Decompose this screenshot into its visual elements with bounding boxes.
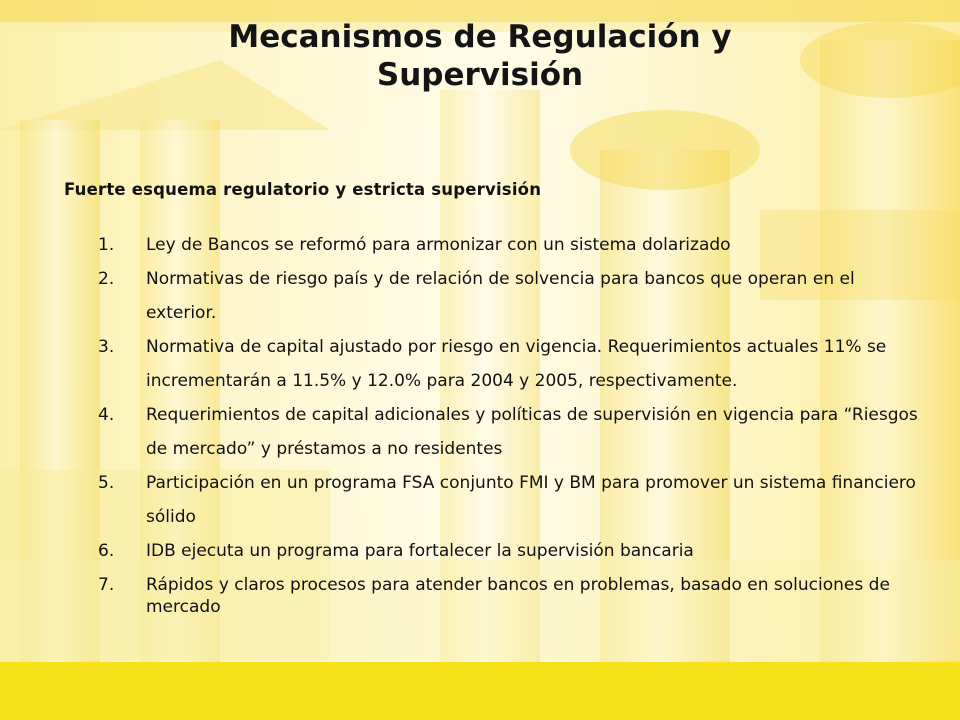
footer-band	[0, 662, 960, 720]
list-item-text: Rápidos y claros procesos para atender bancos en problemas, basado en soluciones de mercado	[146, 575, 890, 617]
list-item	[98, 466, 918, 534]
list-item-number: 3.	[98, 337, 115, 357]
list-item-number: 6.	[98, 541, 115, 561]
slide-title-line-1: Mecanismos de Regulación y	[228, 19, 732, 55]
list-item-text: Requerimientos de capital adicionales y políticas de supervisión en vigencia para “Riesgos de mercado” y préstamos a no residentes	[146, 405, 918, 459]
slide-subtitle: Fuerte esquema regulatorio y estricta supervisión	[64, 180, 542, 199]
list-item	[98, 262, 918, 330]
list-item-text: Participación en un programa FSA conjunto FMI y BM para promover un sistema financiero sólido	[146, 473, 916, 527]
list-item-number: 5.	[98, 473, 115, 493]
list-item	[98, 228, 918, 262]
list-item-text: Normativas de riesgo país y de relación de solvencia para bancos que operan en el exterior.	[146, 269, 855, 323]
list-item	[98, 534, 918, 568]
list-item-number: 4.	[98, 405, 115, 425]
list-item-number: 1.	[98, 235, 115, 255]
list-item-text: Ley de Bancos se reformó para armonizar con un sistema dolarizado	[146, 235, 731, 255]
list-item-text: IDB ejecuta un programa para fortalecer la supervisión bancaria	[146, 541, 694, 561]
slide-title	[0, 18, 960, 94]
list-item	[98, 330, 918, 398]
list-item	[98, 398, 918, 466]
slide-title-line-2: Supervisión	[376, 57, 584, 93]
bullet-list	[98, 228, 918, 618]
list-item-number: 2.	[98, 269, 115, 289]
list-item-text: Normativa de capital ajustado por riesgo en vigencia. Requerimientos actuales 11% se incrementarán a 11.5% y 12.0% para 2004 y 2005, respectivamente.	[146, 337, 887, 391]
list-item	[98, 574, 918, 618]
list-item-number: 7.	[98, 575, 115, 595]
